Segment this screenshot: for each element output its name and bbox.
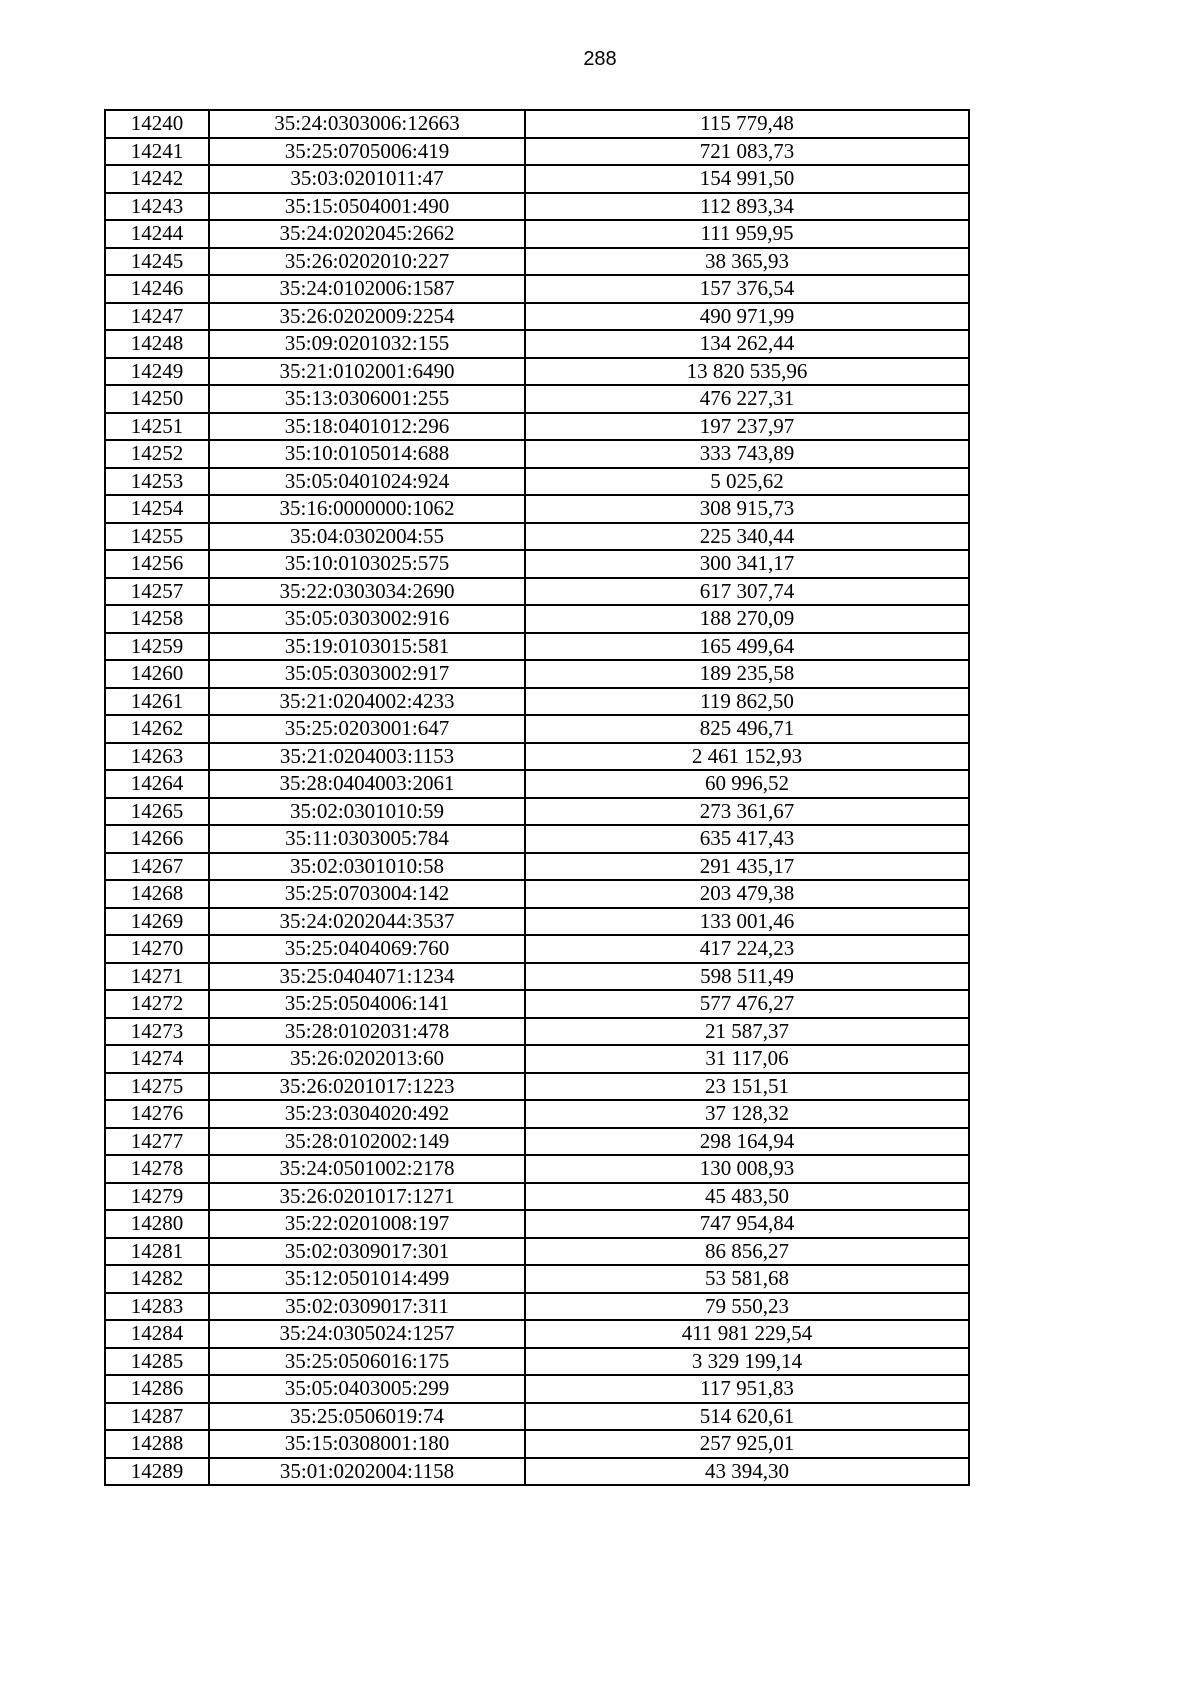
table-row <box>105 908 969 936</box>
cadastral-number-cell: 35:28:0102031:478 <box>209 1018 525 1046</box>
table-row <box>105 385 969 413</box>
cadastral-number-cell: 35:11:0303005:784 <box>209 825 525 853</box>
cadastral-number-cell: 35:04:0302004:55 <box>209 523 525 551</box>
cadastral-number-cell: 35:02:0309017:311 <box>209 1293 525 1321</box>
cadastral-value-cell: 3 329 199,14 <box>525 1348 969 1376</box>
table-row <box>105 1128 969 1156</box>
row-number-cell: 14248 <box>105 330 209 358</box>
row-number-cell: 14280 <box>105 1210 209 1238</box>
cadastral-value-cell: 165 499,64 <box>525 633 969 661</box>
table-row <box>105 633 969 661</box>
cadastral-value-cell: 31 117,06 <box>525 1045 969 1073</box>
cadastral-number-cell: 35:24:0202044:3537 <box>209 908 525 936</box>
cadastral-value-cell: 308 915,73 <box>525 495 969 523</box>
row-number-cell: 14244 <box>105 220 209 248</box>
cadastral-number-cell: 35:26:0201017:1271 <box>209 1183 525 1211</box>
table-row <box>105 743 969 771</box>
table-row <box>105 248 969 276</box>
cadastral-value-cell: 598 511,49 <box>525 963 969 991</box>
row-number-cell: 14241 <box>105 138 209 166</box>
table-row <box>105 770 969 798</box>
cadastral-number-cell: 35:24:0305024:1257 <box>209 1320 525 1348</box>
row-number-cell: 14279 <box>105 1183 209 1211</box>
cadastral-number-cell: 35:05:0303002:917 <box>209 660 525 688</box>
row-number-cell: 14265 <box>105 798 209 826</box>
cadastral-value-cell: 2 461 152,93 <box>525 743 969 771</box>
cadastral-number-cell: 35:02:0309017:301 <box>209 1238 525 1266</box>
cadastral-value-cell: 119 862,50 <box>525 688 969 716</box>
cadastral-value-cell: 333 743,89 <box>525 440 969 468</box>
cadastral-value-cell: 203 479,38 <box>525 880 969 908</box>
table-row <box>105 523 969 551</box>
table-row <box>105 715 969 743</box>
cadastral-value-cell: 635 417,43 <box>525 825 969 853</box>
cadastral-value-cell: 825 496,71 <box>525 715 969 743</box>
cadastral-number-cell: 35:25:0506016:175 <box>209 1348 525 1376</box>
table-body <box>105 110 969 1485</box>
table-row <box>105 935 969 963</box>
cadastral-value-cell: 273 361,67 <box>525 798 969 826</box>
cadastral-value-cell: 79 550,23 <box>525 1293 969 1321</box>
cadastral-number-cell: 35:25:0203001:647 <box>209 715 525 743</box>
table-row <box>105 275 969 303</box>
cadastral-number-cell: 35:13:0306001:255 <box>209 385 525 413</box>
table-row <box>105 990 969 1018</box>
cadastral-value-cell: 157 376,54 <box>525 275 969 303</box>
table-row <box>105 1100 969 1128</box>
cadastral-number-cell: 35:22:0201008:197 <box>209 1210 525 1238</box>
row-number-cell: 14267 <box>105 853 209 881</box>
cadastral-value-cell: 111 959,95 <box>525 220 969 248</box>
table-row <box>105 1403 969 1431</box>
page-number: 288 <box>583 48 617 70</box>
row-number-cell: 14288 <box>105 1430 209 1458</box>
cadastral-number-cell: 35:19:0103015:581 <box>209 633 525 661</box>
cadastral-value-cell: 298 164,94 <box>525 1128 969 1156</box>
table-row <box>105 1183 969 1211</box>
row-number-cell: 14249 <box>105 358 209 386</box>
cadastral-value-cell: 86 856,27 <box>525 1238 969 1266</box>
cadastral-number-cell: 35:09:0201032:155 <box>209 330 525 358</box>
table-row <box>105 1375 969 1403</box>
cadastral-value-cell: 5 025,62 <box>525 468 969 496</box>
cadastral-value-cell: 133 001,46 <box>525 908 969 936</box>
table-row <box>105 550 969 578</box>
row-number-cell: 14278 <box>105 1155 209 1183</box>
row-number-cell: 14262 <box>105 715 209 743</box>
row-number-cell: 14247 <box>105 303 209 331</box>
cadastral-value-cell: 476 227,31 <box>525 385 969 413</box>
cadastral-number-cell: 35:26:0201017:1223 <box>209 1073 525 1101</box>
cadastral-value-cell: 117 951,83 <box>525 1375 969 1403</box>
cadastral-value-cell: 747 954,84 <box>525 1210 969 1238</box>
cadastral-number-cell: 35:16:0000000:1062 <box>209 495 525 523</box>
cadastral-number-cell: 35:22:0303034:2690 <box>209 578 525 606</box>
table-row <box>105 1018 969 1046</box>
table-row <box>105 1265 969 1293</box>
cadastral-number-cell: 35:10:0105014:688 <box>209 440 525 468</box>
table-row <box>105 688 969 716</box>
cadastral-value-cell: 154 991,50 <box>525 165 969 193</box>
cadastral-number-cell: 35:01:0202004:1158 <box>209 1458 525 1486</box>
row-number-cell: 14251 <box>105 413 209 441</box>
table-row <box>105 358 969 386</box>
table-row <box>105 1293 969 1321</box>
table-row <box>105 1238 969 1266</box>
cadastral-value-cell: 38 365,93 <box>525 248 969 276</box>
cadastral-value-cell: 112 893,34 <box>525 193 969 221</box>
cadastral-value-cell: 490 971,99 <box>525 303 969 331</box>
table-row <box>105 495 969 523</box>
cadastral-value-cell: 23 151,51 <box>525 1073 969 1101</box>
table-row <box>105 440 969 468</box>
row-number-cell: 14253 <box>105 468 209 496</box>
cadastral-number-cell: 35:21:0204003:1153 <box>209 743 525 771</box>
table-row <box>105 138 969 166</box>
row-number-cell: 14254 <box>105 495 209 523</box>
row-number-cell: 14289 <box>105 1458 209 1486</box>
row-number-cell: 14258 <box>105 605 209 633</box>
table-row <box>105 413 969 441</box>
cadastral-number-cell: 35:02:0301010:59 <box>209 798 525 826</box>
row-number-cell: 14276 <box>105 1100 209 1128</box>
cadastral-number-cell: 35:24:0501002:2178 <box>209 1155 525 1183</box>
cadastral-number-cell: 35:25:0504006:141 <box>209 990 525 1018</box>
row-number-cell: 14284 <box>105 1320 209 1348</box>
row-number-cell: 14282 <box>105 1265 209 1293</box>
cadastral-value-cell: 300 341,17 <box>525 550 969 578</box>
cadastral-number-cell: 35:26:0202010:227 <box>209 248 525 276</box>
cadastral-number-cell: 35:24:0303006:12663 <box>209 110 525 138</box>
row-number-cell: 14261 <box>105 688 209 716</box>
cadastral-number-cell: 35:28:0404003:2061 <box>209 770 525 798</box>
table-row <box>105 880 969 908</box>
cadastral-value-cell: 134 262,44 <box>525 330 969 358</box>
row-number-cell: 14263 <box>105 743 209 771</box>
row-number-cell: 14273 <box>105 1018 209 1046</box>
cadastral-number-cell: 35:21:0102001:6490 <box>209 358 525 386</box>
table-row <box>105 1458 969 1486</box>
cadastral-number-cell: 35:26:0202013:60 <box>209 1045 525 1073</box>
cadastral-number-cell: 35:25:0404071:1234 <box>209 963 525 991</box>
row-number-cell: 14260 <box>105 660 209 688</box>
cadastral-number-cell: 35:28:0102002:149 <box>209 1128 525 1156</box>
cadastral-value-table <box>104 109 970 1486</box>
row-number-cell: 14266 <box>105 825 209 853</box>
cadastral-number-cell: 35:26:0202009:2254 <box>209 303 525 331</box>
cadastral-number-cell: 35:10:0103025:575 <box>209 550 525 578</box>
table-row <box>105 825 969 853</box>
cadastral-value-cell: 45 483,50 <box>525 1183 969 1211</box>
cadastral-value-cell: 577 476,27 <box>525 990 969 1018</box>
row-number-cell: 14274 <box>105 1045 209 1073</box>
cadastral-number-cell: 35:18:0401012:296 <box>209 413 525 441</box>
row-number-cell: 14259 <box>105 633 209 661</box>
table-row <box>105 1073 969 1101</box>
row-number-cell: 14256 <box>105 550 209 578</box>
table-row <box>105 798 969 826</box>
table-row <box>105 853 969 881</box>
table-row <box>105 1348 969 1376</box>
cadastral-number-cell: 35:21:0204002:4233 <box>209 688 525 716</box>
row-number-cell: 14281 <box>105 1238 209 1266</box>
cadastral-value-cell: 43 394,30 <box>525 1458 969 1486</box>
table-row <box>105 468 969 496</box>
cadastral-value-cell: 721 083,73 <box>525 138 969 166</box>
table-row <box>105 1045 969 1073</box>
cadastral-value-cell: 37 128,32 <box>525 1100 969 1128</box>
row-number-cell: 14252 <box>105 440 209 468</box>
table-row <box>105 220 969 248</box>
cadastral-number-cell: 35:25:0506019:74 <box>209 1403 525 1431</box>
row-number-cell: 14287 <box>105 1403 209 1431</box>
row-number-cell: 14283 <box>105 1293 209 1321</box>
cadastral-number-cell: 35:24:0202045:2662 <box>209 220 525 248</box>
row-number-cell: 14286 <box>105 1375 209 1403</box>
row-number-cell: 14271 <box>105 963 209 991</box>
row-number-cell: 14272 <box>105 990 209 1018</box>
row-number-cell: 14240 <box>105 110 209 138</box>
cadastral-value-cell: 115 779,48 <box>525 110 969 138</box>
row-number-cell: 14269 <box>105 908 209 936</box>
table-row <box>105 605 969 633</box>
cadastral-number-cell: 35:12:0501014:499 <box>209 1265 525 1293</box>
cadastral-value-cell: 130 008,93 <box>525 1155 969 1183</box>
cadastral-value-cell: 60 996,52 <box>525 770 969 798</box>
cadastral-number-cell: 35:02:0301010:58 <box>209 853 525 881</box>
table-row <box>105 1210 969 1238</box>
row-number-cell: 14285 <box>105 1348 209 1376</box>
table-row <box>105 1320 969 1348</box>
cadastral-value-cell: 291 435,17 <box>525 853 969 881</box>
cadastral-value-cell: 411 981 229,54 <box>525 1320 969 1348</box>
cadastral-value-cell: 13 820 535,96 <box>525 358 969 386</box>
row-number-cell: 14277 <box>105 1128 209 1156</box>
cadastral-number-cell: 35:05:0303002:916 <box>209 605 525 633</box>
row-number-cell: 14242 <box>105 165 209 193</box>
row-number-cell: 14255 <box>105 523 209 551</box>
table-row <box>105 578 969 606</box>
table-row <box>105 110 969 138</box>
row-number-cell: 14270 <box>105 935 209 963</box>
cadastral-number-cell: 35:03:0201011:47 <box>209 165 525 193</box>
table-row <box>105 330 969 358</box>
row-number-cell: 14243 <box>105 193 209 221</box>
cadastral-value-cell: 617 307,74 <box>525 578 969 606</box>
cadastral-number-cell: 35:15:0308001:180 <box>209 1430 525 1458</box>
row-number-cell: 14268 <box>105 880 209 908</box>
cadastral-number-cell: 35:15:0504001:490 <box>209 193 525 221</box>
cadastral-number-cell: 35:23:0304020:492 <box>209 1100 525 1128</box>
cadastral-value-cell: 53 581,68 <box>525 1265 969 1293</box>
cadastral-value-cell: 225 340,44 <box>525 523 969 551</box>
cadastral-value-cell: 197 237,97 <box>525 413 969 441</box>
cadastral-value-cell: 21 587,37 <box>525 1018 969 1046</box>
cadastral-number-cell: 35:25:0404069:760 <box>209 935 525 963</box>
cadastral-value-cell: 189 235,58 <box>525 660 969 688</box>
cadastral-number-cell: 35:25:0703004:142 <box>209 880 525 908</box>
table-row <box>105 1430 969 1458</box>
cadastral-number-cell: 35:05:0401024:924 <box>209 468 525 496</box>
table-row <box>105 1155 969 1183</box>
cadastral-value-cell: 188 270,09 <box>525 605 969 633</box>
cadastral-value-cell: 514 620,61 <box>525 1403 969 1431</box>
row-number-cell: 14275 <box>105 1073 209 1101</box>
cadastral-number-cell: 35:25:0705006:419 <box>209 138 525 166</box>
cadastral-number-cell: 35:24:0102006:1587 <box>209 275 525 303</box>
table-row <box>105 660 969 688</box>
cadastral-value-cell: 257 925,01 <box>525 1430 969 1458</box>
row-number-cell: 14250 <box>105 385 209 413</box>
table-row <box>105 303 969 331</box>
cadastral-number-cell: 35:05:0403005:299 <box>209 1375 525 1403</box>
table-row <box>105 963 969 991</box>
table-row <box>105 165 969 193</box>
row-number-cell: 14245 <box>105 248 209 276</box>
row-number-cell: 14246 <box>105 275 209 303</box>
cadastral-value-cell: 417 224,23 <box>525 935 969 963</box>
row-number-cell: 14264 <box>105 770 209 798</box>
row-number-cell: 14257 <box>105 578 209 606</box>
table-row <box>105 193 969 221</box>
